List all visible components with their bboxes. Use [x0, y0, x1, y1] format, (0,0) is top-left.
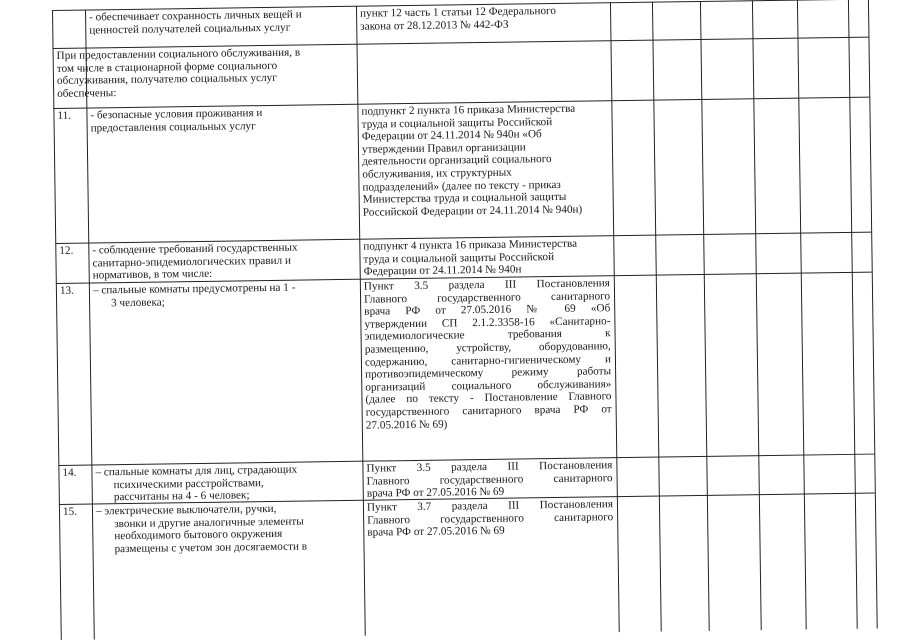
row-number: 12.	[59, 244, 74, 257]
requirement-text	[96, 502, 362, 556]
row-border	[53, 37, 869, 49]
requirement-line: санитарно-эпидемиологических правил и	[92, 254, 292, 270]
legal-basis-line: пункт 12 часть 1 статьи 12 Федерального	[359, 4, 556, 20]
column-border	[868, 0, 878, 629]
requirement-line: нормативов, в том числе:	[92, 267, 213, 282]
requirement-line: звонки и другие аналогичные элементы	[114, 515, 304, 530]
legal-basis-line: эпидемиологические требования к	[364, 327, 611, 344]
requirement-line: – электрические выключатели, ручки,	[95, 502, 277, 518]
requirement-line: – спальные комнаты предусмотрены на 1 -	[92, 281, 296, 297]
row-number: 14.	[62, 466, 77, 479]
requirement-text	[90, 106, 355, 135]
requirement-text	[89, 8, 354, 37]
legal-basis-text	[364, 277, 612, 432]
row-number: 11.	[57, 109, 72, 122]
legal-basis-line: утверждении СП 2.1.2.3358-16 «Санитарно-	[364, 315, 611, 331]
legal-basis-line: закона от 28.12.2013 № 442-ФЗ	[360, 18, 509, 33]
requirement-text	[95, 463, 361, 504]
requirement-line: - безопасные условия проживания и	[90, 107, 263, 122]
legal-basis-line: труда и социальной защиты Российской	[363, 250, 555, 266]
row-number: 15.	[62, 505, 78, 518]
legal-basis-line: 27.05.2016 № 69)	[365, 418, 448, 432]
legal-basis-line: обслуживания, их структурных	[362, 166, 512, 181]
legal-basis-line: врача РФ от 27.05.2016 № 69 «Об	[364, 302, 611, 318]
legal-basis-line: содержанию, санитарно-гигиеническому и	[364, 352, 612, 369]
legal-basis-line: Пункт 3.5 раздела III Постановления	[366, 459, 613, 475]
requirement-line: размещены с учетом зон досягаемости в	[114, 540, 308, 555]
legal-basis-line: Федерации от 24.11.2014 № 940н «Об	[361, 128, 542, 143]
requirement-line: обслуживания, получателю социальных услуг	[56, 72, 277, 88]
legal-basis-line: труда и социальной защиты Российской	[361, 115, 553, 131]
row-number: 13.	[59, 284, 74, 297]
requirement-text	[57, 46, 356, 101]
requirement-line: обеспечены:	[57, 86, 117, 100]
requirement-line: рассчитаны на 4 - 6 человек;	[113, 489, 250, 504]
requirement-line: необходимого бытового окружения	[114, 528, 283, 543]
legal-basis-line: государственного санитарного врача РФ от	[365, 403, 612, 419]
legal-basis-text	[363, 237, 610, 278]
column-border	[85, 10, 95, 640]
requirement-line: предоставления социальных услуг	[90, 119, 256, 135]
column-border	[52, 10, 62, 640]
legal-basis-line: Главного государственного санитарного	[366, 471, 613, 488]
requirement-line: – спальные комнаты для лиц, страдающих	[95, 463, 298, 479]
requirement-line: 3 человека;	[111, 296, 165, 309]
requirement-line: психическими расстройствами,	[113, 476, 264, 491]
legal-basis-text	[360, 4, 606, 33]
legal-basis-line: Главного государственного санитарного	[367, 510, 614, 527]
legal-basis-line: подразделений» (далее по тексту - приказ	[362, 178, 561, 194]
legal-basis-text	[367, 498, 614, 539]
column-border	[797, 0, 807, 630]
legal-basis-line: врача РФ от 27.05.2016 № 69	[367, 524, 505, 539]
legal-basis-line: Федерации от 24.11.2014 № 940н	[363, 263, 522, 278]
legal-basis-text	[366, 459, 613, 500]
legal-basis-line: Министерства труда и социальной защиты	[362, 190, 567, 206]
legal-basis-line: (далее по тексту - Постановление Главного	[365, 390, 612, 407]
requirement-line: При предоставлении социального обслуживания, в	[56, 46, 301, 62]
requirements-table	[52, 0, 877, 640]
requirement-text	[93, 281, 358, 310]
requirement-line: том числе в стационарной форме социального	[56, 59, 278, 75]
legal-basis-text	[361, 102, 609, 219]
legal-basis-line: деятельности организаций социального	[362, 153, 552, 169]
requirement-line: ценностей получателей социальных услуг	[89, 21, 291, 37]
column-border	[610, 2, 620, 632]
column-border	[752, 0, 762, 630]
legal-basis-line: подпункт 2 пункта 16 приказа Министерства	[361, 102, 576, 118]
requirement-text	[92, 241, 358, 282]
column-border	[652, 2, 662, 632]
column-border	[848, 0, 858, 629]
legal-basis-line: противоэпидемическому режиму работы	[365, 365, 612, 381]
column-border	[700, 1, 710, 631]
legal-basis-line: подпункт 4 пункта 16 приказа Министерства	[363, 237, 578, 253]
requirement-line: - соблюдение требований государственных	[92, 241, 298, 257]
legal-basis-line: утверждении Правил организации	[361, 141, 526, 156]
legal-basis-line: Пункт 3.7 раздела III Постановления	[366, 498, 614, 514]
requirement-line: - обеспечивает сохранность личных вещей и	[89, 8, 302, 24]
legal-basis-line: врача РФ от 27.05.2016 № 69	[366, 485, 505, 500]
legal-basis-line: Главного государственного санитарного	[363, 289, 611, 306]
legal-basis-line: Российской Федерации от 24.11.2014 № 940н)	[362, 203, 583, 219]
legal-basis-line: Пункт 3.5 раздела III Постановления	[363, 277, 610, 293]
legal-basis-line: размещению, устройству, оборудованию,	[364, 340, 611, 356]
legal-basis-line: организаций социального обслуживания»	[365, 377, 612, 394]
